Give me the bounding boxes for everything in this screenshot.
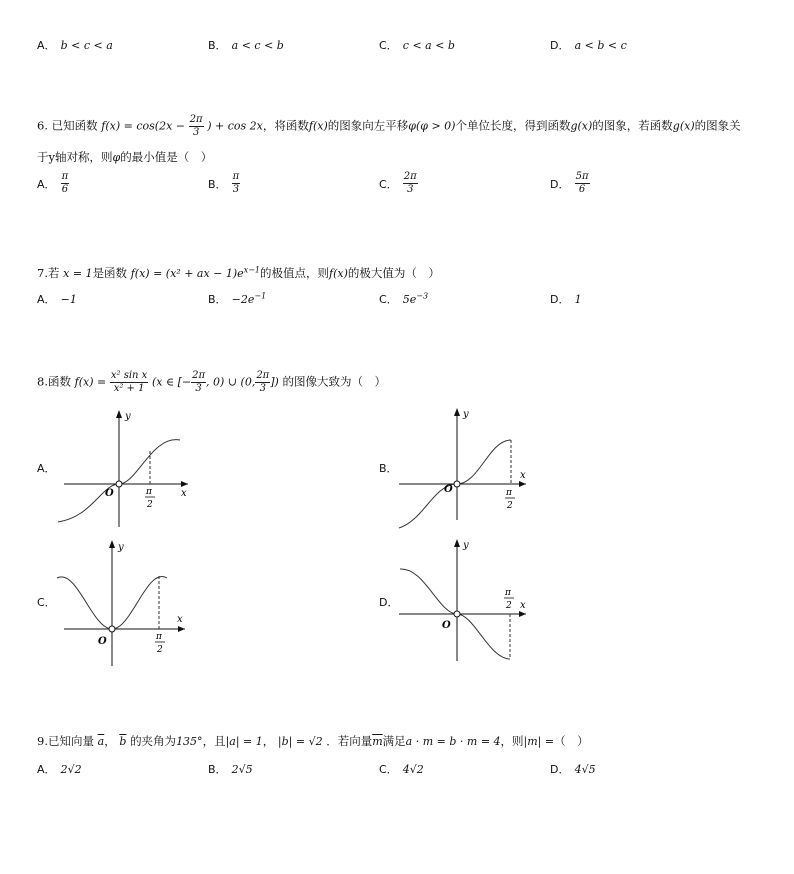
- q7-option-a: [37, 288, 77, 307]
- q6-option-d: [550, 171, 590, 196]
- stem-text: 的图象，若函数: [592, 118, 673, 133]
- y-axis-label: y: [463, 409, 469, 420]
- formula: g(x): [672, 119, 695, 133]
- stem-text: 的图象向左平移: [327, 118, 409, 133]
- q8-stem: [37, 370, 386, 395]
- stem-text: 于y轴对称，则: [37, 150, 113, 164]
- origin-hole: [116, 481, 122, 487]
- stem-text: ．若向量: [326, 734, 373, 748]
- option-text: 4√5: [574, 763, 596, 776]
- denominator: x² + 1: [113, 383, 145, 394]
- question-number: 6.: [37, 118, 48, 133]
- tick-numerator: π: [156, 632, 162, 642]
- vector-b: $\overline{b}$: [119, 735, 127, 748]
- option-label: A．: [37, 293, 56, 306]
- formula-base: f(x) = (x² + ax − 1)e: [130, 267, 244, 280]
- graph-b: [394, 402, 539, 530]
- tick-numerator: π: [506, 488, 512, 498]
- option-label: C．: [379, 763, 398, 776]
- graph-b-label: B．: [379, 462, 398, 475]
- tick-denominator: 2: [506, 601, 512, 611]
- q5-option-b: [208, 34, 284, 53]
- formula: |m| =: [523, 735, 555, 748]
- option-text: b < c < a: [60, 39, 113, 52]
- denominator: 6: [578, 184, 586, 195]
- x-axis-label: x: [177, 614, 183, 625]
- formula: f(x): [329, 267, 348, 280]
- option-label: D．: [550, 763, 570, 776]
- option-text: [232, 293, 267, 306]
- y-axis-arrow: [454, 539, 460, 547]
- q6-option-a: [37, 171, 69, 196]
- option-label: B．: [208, 39, 227, 52]
- x-axis-arrow: [178, 626, 185, 632]
- q7-option-c: [379, 288, 428, 307]
- formula: φ: [112, 151, 121, 164]
- option-label: D．: [550, 178, 570, 191]
- formula: ) + cos 2x: [207, 119, 263, 133]
- option-label: C．: [379, 178, 398, 191]
- q6-stem-line2: [37, 149, 212, 165]
- y-axis-label: y: [463, 540, 469, 551]
- stem-text: 的图象关: [694, 118, 741, 133]
- origin-label: O: [444, 484, 453, 495]
- numerator: 2π: [192, 370, 206, 381]
- numerator: π: [232, 171, 240, 182]
- q9-stem: [37, 733, 589, 749]
- q6-option-c: [379, 171, 418, 196]
- option-label: B．: [208, 178, 227, 191]
- option-label: C．: [379, 293, 398, 306]
- formula: |b| = √2: [277, 735, 323, 748]
- stem-text: 若: [47, 266, 60, 280]
- formula: [131, 267, 260, 280]
- graph-d-label: D．: [379, 596, 399, 609]
- x-axis-arrow: [181, 481, 188, 487]
- option-text: [403, 293, 428, 306]
- stem-text: 的极值点，则: [260, 266, 329, 280]
- option-text: 4√2: [402, 763, 424, 776]
- graph-d: [394, 534, 539, 664]
- q5-option-a: [37, 34, 113, 53]
- x-axis-arrow: [519, 481, 526, 487]
- denominator: 3: [192, 127, 200, 138]
- stem-text: 函数: [47, 374, 71, 389]
- stem-text: ，且: [202, 734, 226, 748]
- option-text: 2√2: [60, 763, 82, 776]
- option-label: C．: [379, 39, 398, 52]
- tick-denominator: 2: [157, 645, 163, 655]
- fraction: [189, 114, 204, 139]
- origin-hole: [454, 481, 460, 487]
- denominator: 3: [259, 383, 266, 394]
- question-number: 8.: [37, 374, 48, 389]
- tick-denominator: 2: [507, 501, 513, 511]
- formula: φ(φ > 0): [408, 119, 456, 133]
- formula: f(x): [308, 119, 328, 133]
- vector-a: $\overline{a}$: [97, 735, 105, 748]
- formula: , 0) ∪ (0,: [206, 375, 256, 389]
- formula: (x ∈ [−: [151, 375, 192, 389]
- fraction: [403, 171, 418, 196]
- option-exponent: −1: [254, 291, 267, 301]
- question-number: 7.: [37, 266, 48, 280]
- q9-option-c: [379, 758, 424, 777]
- formula: f(x) = cos(2x −: [101, 119, 185, 133]
- option-text: 1: [574, 293, 582, 306]
- option-label: A．: [37, 39, 56, 52]
- numerator: 2π: [403, 171, 417, 182]
- option-label: A．: [37, 763, 56, 776]
- y-axis-arrow: [109, 540, 115, 548]
- q7-stem: [37, 265, 440, 281]
- formula: 135°: [176, 735, 203, 748]
- q9-option-d: [550, 758, 596, 777]
- q5-option-c: [379, 34, 455, 53]
- stem-text: 的夹角为: [130, 734, 177, 748]
- y-axis-arrow: [116, 410, 122, 418]
- q7-option-d: [550, 288, 582, 307]
- q7-option-b: [208, 288, 266, 307]
- stem-text: ，将函数: [262, 118, 309, 133]
- y-axis-arrow: [454, 408, 460, 416]
- fraction: [575, 171, 590, 196]
- q6-stem-line1: [37, 114, 741, 139]
- numerator: x² sin x: [110, 370, 148, 381]
- vector-m: $\overline{m}$: [372, 735, 383, 748]
- fraction: [255, 370, 270, 395]
- q9-option-b: [208, 758, 253, 777]
- origin-hole: [109, 626, 115, 632]
- option-exponent: −3: [416, 291, 429, 301]
- formula: f(x) =: [74, 375, 107, 389]
- fraction: [110, 370, 148, 395]
- option-text: a < b < c: [574, 39, 627, 52]
- formula: |a| = 1: [225, 735, 263, 748]
- tick-numerator: π: [146, 487, 152, 497]
- option-label: B．: [208, 763, 227, 776]
- formula: a · m = b · m = 4: [405, 735, 501, 748]
- numerator: 2π: [256, 370, 270, 381]
- option-label: B．: [208, 293, 227, 306]
- denominator: 3: [407, 184, 414, 195]
- formula: ]): [270, 375, 279, 389]
- x-axis-label: x: [181, 488, 187, 499]
- x-axis-label: x: [520, 600, 526, 611]
- stem-text: ，: [262, 734, 275, 748]
- tick-denominator: 2: [147, 500, 153, 510]
- graph-a-label: A．: [37, 462, 56, 475]
- stem-text: ，: [104, 734, 116, 748]
- stem-text: 的最小值是（ ）: [120, 150, 213, 164]
- question-number: 9.: [37, 734, 48, 748]
- option-text: a < c < b: [231, 39, 284, 52]
- stem-text: 个单位长度，得到函数: [455, 118, 571, 133]
- option-base: 5e: [402, 293, 417, 306]
- option-text: 2√5: [231, 763, 253, 776]
- x-axis-label: x: [520, 470, 526, 481]
- x-axis-arrow: [519, 611, 526, 617]
- q5-option-d: [550, 34, 627, 53]
- tick-numerator: π: [505, 588, 511, 598]
- fraction: [232, 171, 241, 196]
- stem-text: 的图像大致为（ ）: [282, 374, 386, 389]
- numerator: 2π: [189, 114, 203, 125]
- numerator: 5π: [575, 171, 589, 182]
- denominator: 3: [195, 383, 202, 394]
- q9-option-a: [37, 758, 82, 777]
- formula: x = 1: [63, 267, 93, 280]
- stem-text: ，则: [500, 734, 524, 748]
- numerator: π: [61, 171, 69, 182]
- denominator: 3: [232, 184, 240, 195]
- option-label: D．: [550, 293, 570, 306]
- y-axis-label: y: [125, 411, 131, 422]
- formula: g(x): [570, 119, 593, 133]
- option-label: A．: [37, 178, 56, 191]
- stem-text: 已知函数: [51, 118, 98, 133]
- origin-label: O: [442, 620, 451, 631]
- option-base: −2e: [231, 293, 255, 306]
- stem-text: 已知向量: [47, 734, 94, 748]
- stem-text: 的极大值为（ ）: [347, 266, 440, 280]
- graph-a: [52, 405, 197, 530]
- graph-c: [52, 536, 197, 668]
- y-axis-label: y: [118, 542, 124, 553]
- origin-hole: [454, 611, 460, 617]
- fraction: [191, 370, 206, 395]
- fraction: [61, 171, 70, 196]
- denominator: 6: [61, 184, 69, 195]
- stem-text: 是函数: [92, 266, 128, 280]
- option-label: D．: [550, 39, 570, 52]
- graph-c-label: C．: [37, 596, 56, 609]
- origin-label: O: [105, 488, 114, 499]
- origin-label: O: [98, 636, 107, 647]
- q6-option-b: [208, 171, 240, 196]
- stem-text: （ ）: [554, 734, 589, 748]
- formula-exponent: x−1: [243, 265, 260, 275]
- option-text: c < a < b: [402, 39, 455, 52]
- stem-text: 满足: [382, 734, 406, 748]
- option-text: −1: [60, 293, 77, 306]
